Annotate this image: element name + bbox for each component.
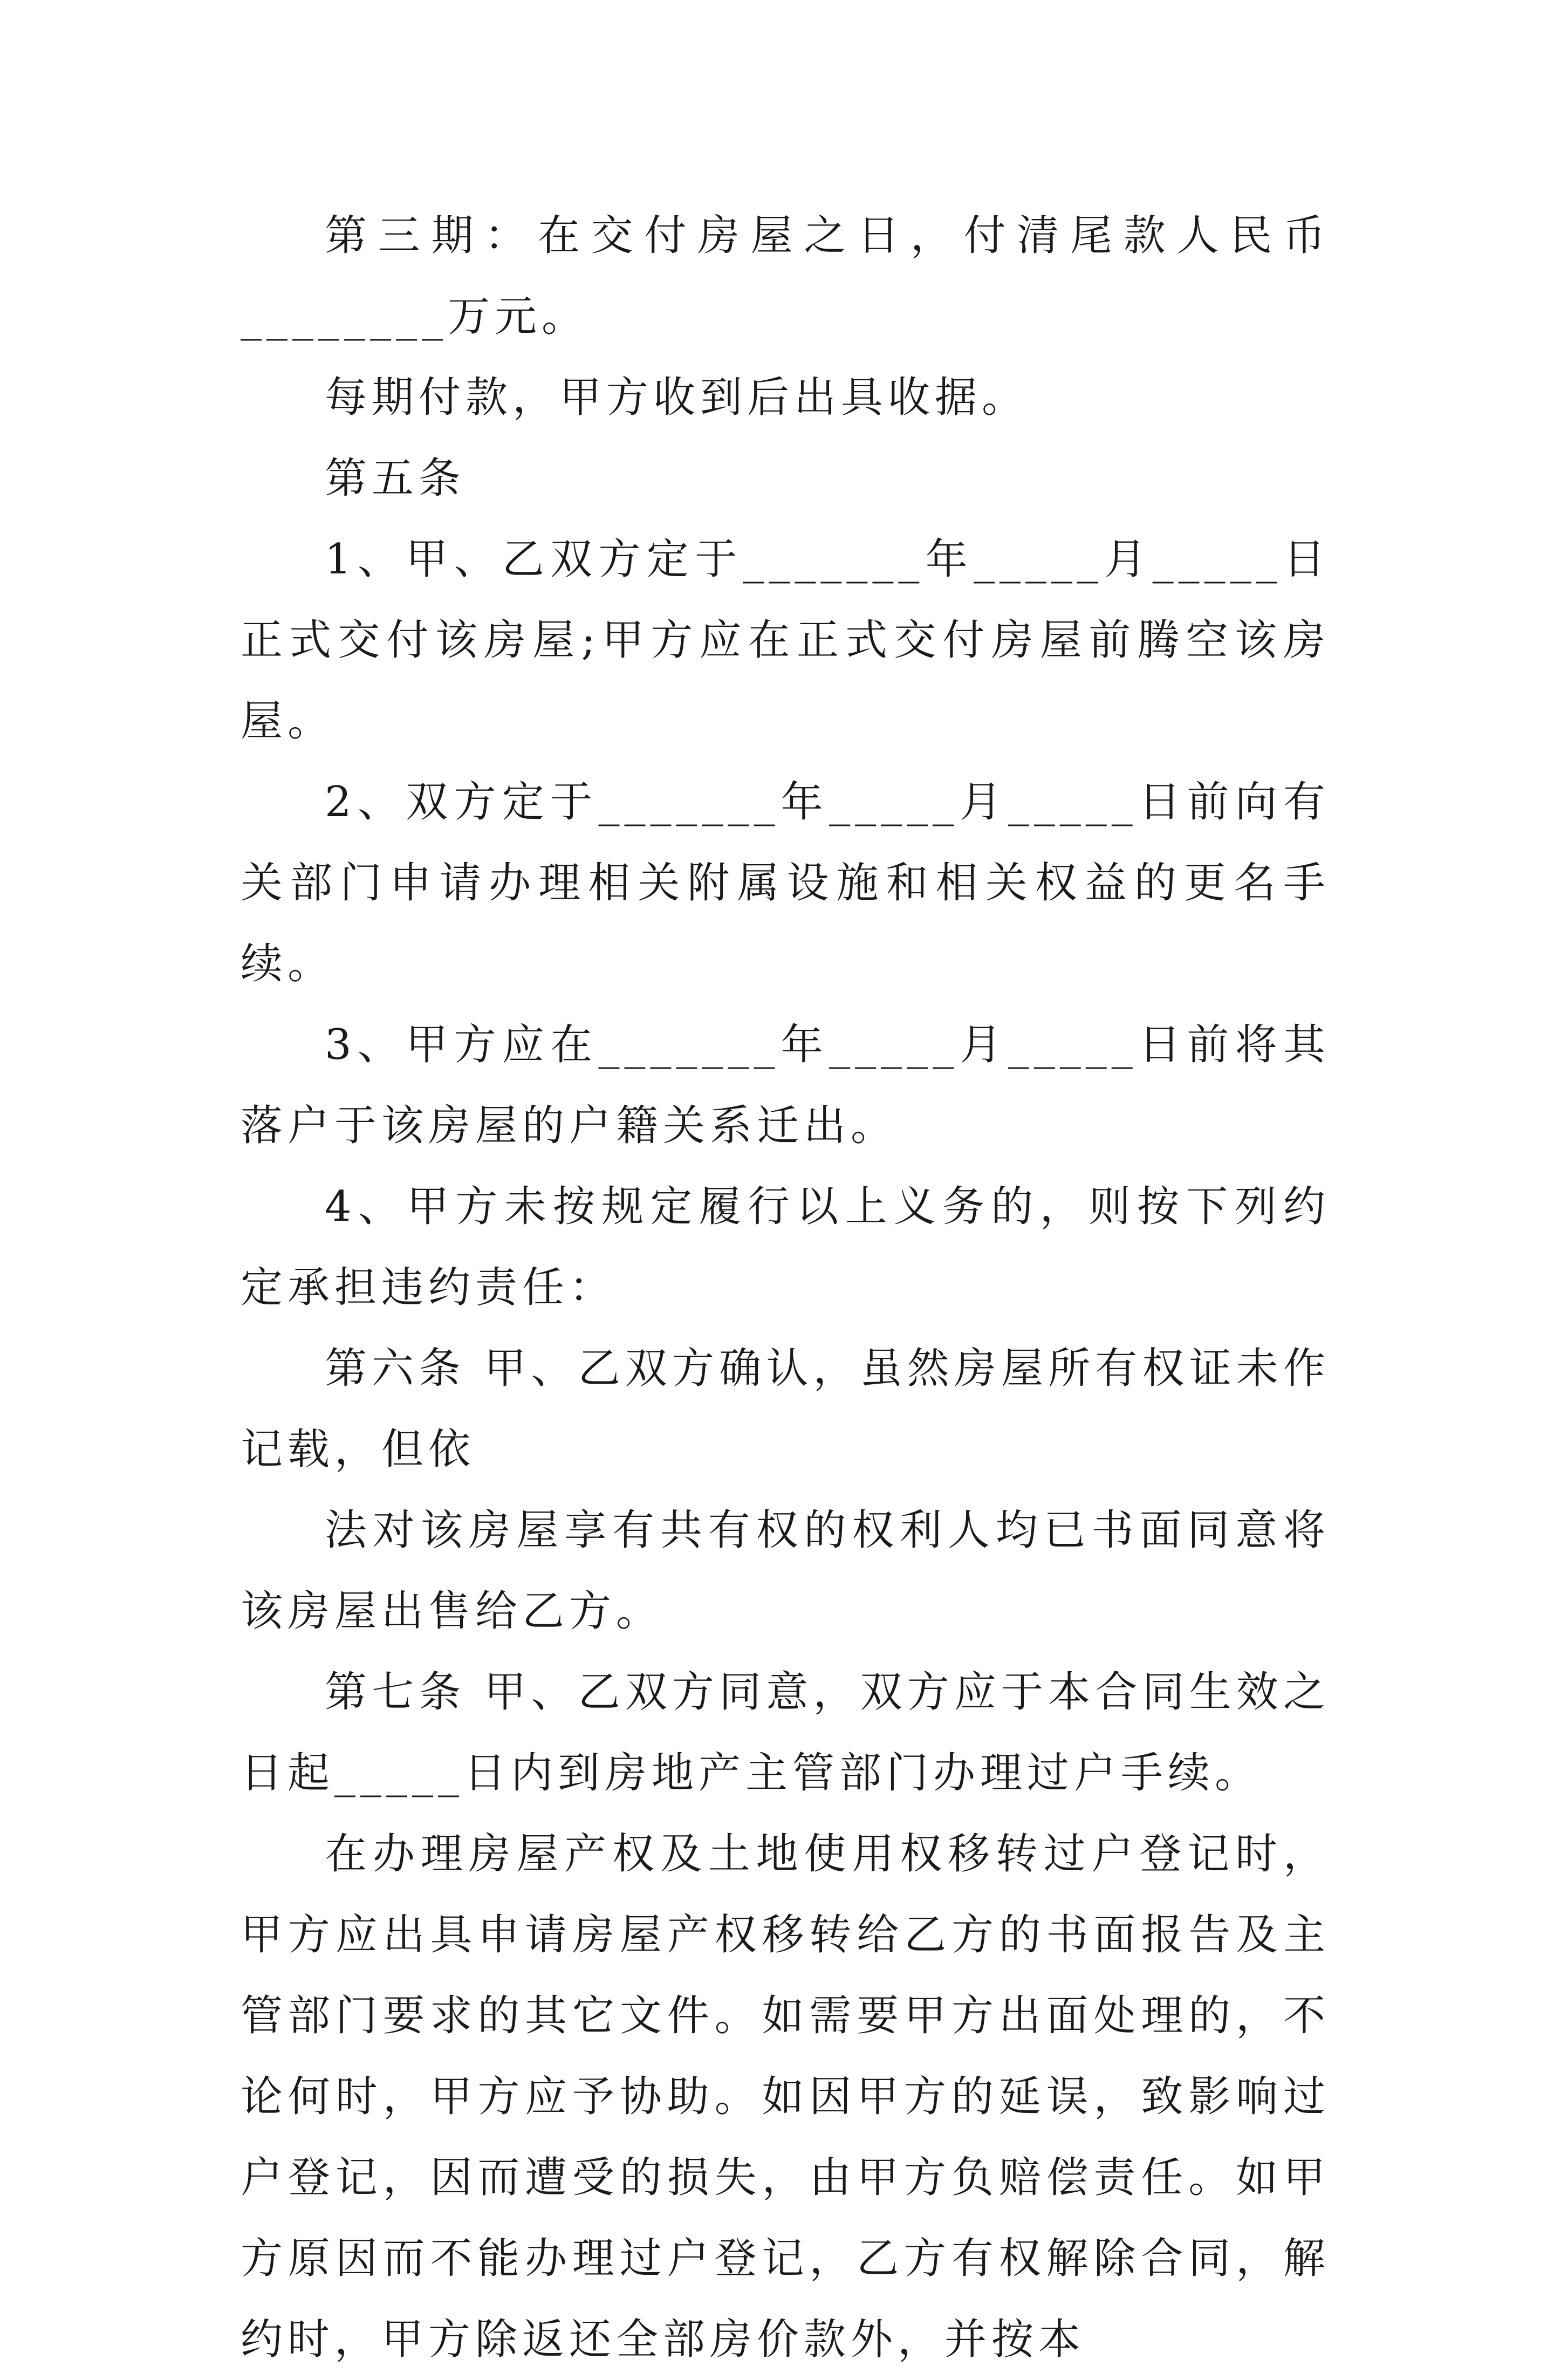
paragraph-transfer-registration: 在办理房屋产权及土地使用权移转过户登记时，甲方应出具申请房屋产权移转给乙方的书面报告及主管部门要求的其它文件。如需要甲方出面处理的，不论何时，甲方应予协助。如因甲方的延误，致影响过户登记，因而遭受的损失，由甲方负赔偿责任。如甲方原因而不能办理过户登记，乙方有权解除合同，解约时，甲方除返还全部房价款外，并按本 (241, 1830, 1330, 2364)
contract-body (241, 195, 1330, 2380)
paragraph-receipt: 每期付款，甲方收到后出具收据。 (325, 373, 1029, 422)
paragraph-clause-4: 4、甲方未按规定履行以上义务的，则按下列约定承担违约责任： (241, 1182, 1330, 1312)
heading-article-5: 第五条 (325, 454, 466, 503)
paragraph-clause-2: 2、双方定于_______年_____月_____日前向有关部门申请办理相关附属设施和相关权益的更名手续。 (241, 778, 1330, 988)
paragraph-third-installment: 第三期：在交付房屋之日，付清尾款人民币________万元。 (241, 211, 1330, 341)
paragraph-article-6: 第六条 甲、乙双方确认，虽然房屋所有权证未作记载，但依 (241, 1344, 1330, 1474)
paragraph-clause-3: 3、甲方应在_______年_____月_____日前将其落户于该房屋的户籍关系迁出。 (241, 1021, 1330, 1150)
paragraph-article-6-cont: 法对该房屋享有共有权的权利人均已书面同意将该房屋出售给乙方。 (241, 1506, 1330, 1636)
paragraph-article-7: 第七条 甲、乙双方同意，双方应于本合同生效之日起_____日内到房地产主管部门办理过户手续。 (241, 1668, 1330, 1797)
paragraph-clause-1: 1、甲、乙双方定于_______年_____月_____日正式交付该房屋;甲方应在正式交付房屋前腾空该房屋。 (241, 535, 1330, 746)
